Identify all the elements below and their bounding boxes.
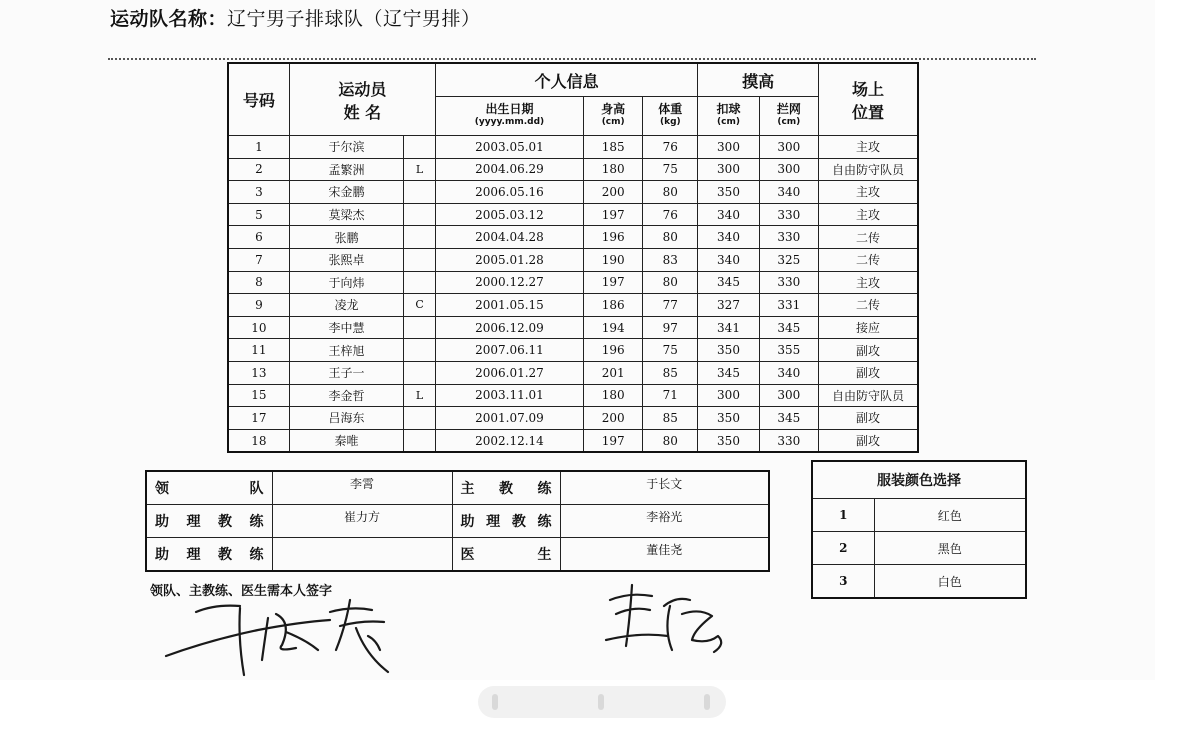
player-birth-date: 2005.03.12 bbox=[435, 203, 583, 226]
player-spike-reach: 300 bbox=[698, 384, 759, 407]
player-spike-reach: 300 bbox=[698, 136, 759, 159]
signature-stroke-4 bbox=[330, 600, 388, 672]
player-number: 9 bbox=[228, 294, 289, 317]
player-number: 6 bbox=[228, 226, 289, 249]
signature-stroke-2 bbox=[240, 608, 245, 675]
uniform-title: 服装颜色选择 bbox=[812, 461, 1026, 499]
player-role-mark: C bbox=[404, 294, 436, 317]
player-number: 7 bbox=[228, 248, 289, 271]
signature-stroke-6 bbox=[664, 599, 721, 652]
player-number: 2 bbox=[228, 158, 289, 181]
player-spike-reach: 327 bbox=[698, 294, 759, 317]
player-block-reach: 340 bbox=[759, 181, 818, 204]
player-block-reach: 330 bbox=[759, 429, 818, 452]
player-height: 197 bbox=[584, 203, 643, 226]
player-position: 主攻 bbox=[818, 271, 918, 294]
player-height: 201 bbox=[584, 361, 643, 384]
player-spike-reach: 350 bbox=[698, 407, 759, 430]
header-birth-date: 出生日期 (yyyy.mm.dd) bbox=[435, 97, 583, 136]
player-position: 副攻 bbox=[818, 339, 918, 362]
player-weight: 80 bbox=[643, 271, 698, 294]
header-block: 拦网 (cm) bbox=[759, 97, 818, 136]
staff-role: 助理教练 bbox=[146, 505, 272, 538]
player-number: 15 bbox=[228, 384, 289, 407]
player-spike-reach: 350 bbox=[698, 339, 759, 362]
player-spike-reach: 350 bbox=[698, 429, 759, 452]
player-spike-reach: 340 bbox=[698, 203, 759, 226]
player-position: 主攻 bbox=[818, 136, 918, 159]
player-position: 二传 bbox=[818, 226, 918, 249]
player-height: 200 bbox=[584, 181, 643, 204]
player-block-reach: 355 bbox=[759, 339, 818, 362]
player-birth-date: 2000.12.27 bbox=[435, 271, 583, 294]
team-name-label: 运动队名称： bbox=[110, 8, 228, 30]
player-number: 3 bbox=[228, 181, 289, 204]
player-name: 李金哲 bbox=[289, 384, 403, 407]
player-weight: 80 bbox=[643, 226, 698, 249]
uniform-option-color: 黑色 bbox=[874, 532, 1026, 565]
player-block-reach: 331 bbox=[759, 294, 818, 317]
player-birth-date: 2001.07.09 bbox=[435, 407, 583, 430]
team-name-value: 辽宁男子排球队（辽宁男排） bbox=[227, 8, 481, 30]
header-athlete-line2: 姓 名 bbox=[343, 102, 382, 122]
player-name: 王子一 bbox=[289, 361, 403, 384]
player-position: 副攻 bbox=[818, 407, 918, 430]
player-block-reach: 300 bbox=[759, 158, 818, 181]
player-number: 8 bbox=[228, 271, 289, 294]
staff-name: 李霄 bbox=[272, 471, 452, 505]
player-weight: 76 bbox=[643, 136, 698, 159]
player-number: 18 bbox=[228, 429, 289, 452]
header-personal-info: 个人信息 bbox=[435, 63, 697, 97]
staff-role: 助理教练 bbox=[452, 505, 560, 538]
staff-name: 于长文 bbox=[560, 471, 769, 505]
player-birth-date: 2007.06.11 bbox=[435, 339, 583, 362]
player-spike-reach: 341 bbox=[698, 316, 759, 339]
player-height: 185 bbox=[584, 136, 643, 159]
player-position: 副攻 bbox=[818, 361, 918, 384]
player-name: 吕海东 bbox=[289, 407, 403, 430]
player-weight: 80 bbox=[643, 429, 698, 452]
player-weight: 80 bbox=[643, 181, 698, 204]
player-birth-date: 2006.05.16 bbox=[435, 181, 583, 204]
staff-role: 医生 bbox=[452, 538, 560, 572]
player-position: 接应 bbox=[818, 316, 918, 339]
player-height: 197 bbox=[584, 271, 643, 294]
player-name: 王梓旭 bbox=[289, 339, 403, 362]
staff-role: 主教练 bbox=[452, 471, 560, 505]
player-weight: 83 bbox=[643, 248, 698, 271]
signature-note: 领队、主教练、医生需本人签字 bbox=[150, 584, 333, 599]
player-position: 副攻 bbox=[818, 429, 918, 452]
player-name: 孟繁洲 bbox=[289, 158, 403, 181]
player-spike-reach: 300 bbox=[698, 158, 759, 181]
uniform-option-number: 3 bbox=[812, 565, 874, 599]
staff-name: 李裕光 bbox=[560, 505, 769, 538]
player-height: 196 bbox=[584, 339, 643, 362]
player-weight: 85 bbox=[643, 361, 698, 384]
player-weight: 71 bbox=[643, 384, 698, 407]
uniform-option-color: 红色 bbox=[874, 499, 1026, 532]
player-number: 10 bbox=[228, 316, 289, 339]
player-birth-date: 2006.12.09 bbox=[435, 316, 583, 339]
player-name: 凌龙 bbox=[289, 294, 403, 317]
player-height: 180 bbox=[584, 158, 643, 181]
signature-stroke-5 bbox=[606, 585, 668, 646]
player-height: 194 bbox=[584, 316, 643, 339]
player-name: 宋金鹏 bbox=[289, 181, 403, 204]
player-block-reach: 345 bbox=[759, 407, 818, 430]
player-spike-reach: 350 bbox=[698, 181, 759, 204]
player-birth-date: 2006.01.27 bbox=[435, 361, 583, 384]
player-block-reach: 300 bbox=[759, 384, 818, 407]
player-birth-date: 2003.05.01 bbox=[435, 136, 583, 159]
header-height: 身高 (cm) bbox=[584, 97, 643, 136]
player-height: 197 bbox=[584, 429, 643, 452]
player-weight: 97 bbox=[643, 316, 698, 339]
player-position: 主攻 bbox=[818, 203, 918, 226]
player-number: 13 bbox=[228, 361, 289, 384]
player-weight: 75 bbox=[643, 158, 698, 181]
player-block-reach: 330 bbox=[759, 203, 818, 226]
player-position: 主攻 bbox=[818, 181, 918, 204]
player-birth-date: 2001.05.15 bbox=[435, 294, 583, 317]
page-dot bbox=[492, 694, 498, 710]
player-block-reach: 330 bbox=[759, 226, 818, 249]
player-height: 186 bbox=[584, 294, 643, 317]
staff-role: 助理教练 bbox=[146, 538, 272, 572]
player-number: 17 bbox=[228, 407, 289, 430]
staff-name: 崔力方 bbox=[272, 505, 452, 538]
player-birth-date: 2003.11.01 bbox=[435, 384, 583, 407]
player-name: 李中慧 bbox=[289, 316, 403, 339]
player-name: 莫梁杰 bbox=[289, 203, 403, 226]
player-number: 1 bbox=[228, 136, 289, 159]
player-number: 5 bbox=[228, 203, 289, 226]
player-spike-reach: 345 bbox=[698, 361, 759, 384]
player-weight: 85 bbox=[643, 407, 698, 430]
player-height: 190 bbox=[584, 248, 643, 271]
player-number: 11 bbox=[228, 339, 289, 362]
player-block-reach: 300 bbox=[759, 136, 818, 159]
player-birth-date: 2002.12.14 bbox=[435, 429, 583, 452]
player-position: 自由防守队员 bbox=[818, 158, 918, 181]
player-birth-date: 2004.04.28 bbox=[435, 226, 583, 249]
player-position: 二传 bbox=[818, 294, 918, 317]
player-name: 于尔滨 bbox=[289, 136, 403, 159]
page-indicator[interactable] bbox=[478, 686, 726, 718]
player-birth-date: 2004.06.29 bbox=[435, 158, 583, 181]
player-name: 张鹏 bbox=[289, 226, 403, 249]
player-height: 180 bbox=[584, 384, 643, 407]
header-reach: 摸高 bbox=[698, 63, 819, 97]
player-birth-date: 2005.01.28 bbox=[435, 248, 583, 271]
player-weight: 77 bbox=[643, 294, 698, 317]
header-position-line2: 位置 bbox=[851, 102, 884, 122]
signature-stroke-1 bbox=[166, 606, 330, 656]
page-dot bbox=[704, 694, 710, 710]
player-name: 张熙卓 bbox=[289, 248, 403, 271]
player-block-reach: 330 bbox=[759, 271, 818, 294]
player-role-mark: L bbox=[404, 384, 436, 407]
header-athlete-line1: 运动员 bbox=[338, 79, 387, 99]
player-position: 二传 bbox=[818, 248, 918, 271]
player-name: 秦唯 bbox=[289, 429, 403, 452]
player-spike-reach: 340 bbox=[698, 226, 759, 249]
player-position: 自由防守队员 bbox=[818, 384, 918, 407]
player-role-mark: L bbox=[404, 158, 436, 181]
player-spike-reach: 340 bbox=[698, 248, 759, 271]
header-number: 号码 bbox=[228, 63, 289, 136]
player-spike-reach: 345 bbox=[698, 271, 759, 294]
player-block-reach: 345 bbox=[759, 316, 818, 339]
uniform-option-color: 白色 bbox=[874, 565, 1026, 599]
player-weight: 76 bbox=[643, 203, 698, 226]
uniform-option-number: 1 bbox=[812, 499, 874, 532]
player-height: 200 bbox=[584, 407, 643, 430]
staff-role: 领队 bbox=[146, 471, 272, 505]
staff-name: 董佳尧 bbox=[560, 538, 769, 572]
player-weight: 75 bbox=[643, 339, 698, 362]
player-name: 于向炜 bbox=[289, 271, 403, 294]
header-position-line1: 场上 bbox=[851, 79, 884, 99]
player-block-reach: 325 bbox=[759, 248, 818, 271]
uniform-option-number: 2 bbox=[812, 532, 874, 565]
header-spike: 扣球 (cm) bbox=[698, 97, 759, 136]
header-weight: 体重 (kg) bbox=[643, 97, 698, 136]
player-height: 196 bbox=[584, 226, 643, 249]
page-dot bbox=[598, 694, 604, 710]
player-block-reach: 340 bbox=[759, 361, 818, 384]
